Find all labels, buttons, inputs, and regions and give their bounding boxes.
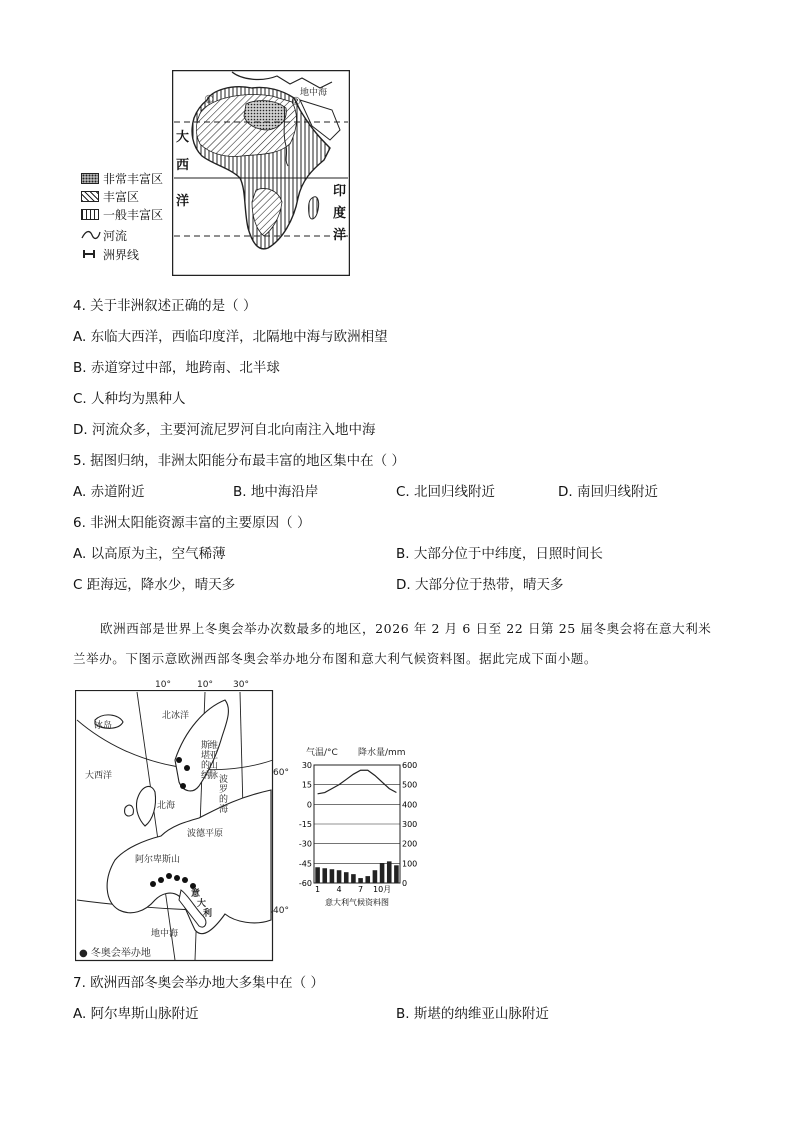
precip-bar [365, 876, 370, 883]
temp-tick-label: 30 [301, 761, 312, 770]
question-7-option-b: B. 斯堪的纳维亚山脉附近 [396, 1006, 549, 1022]
scandinavia-char-7: 山 [209, 761, 219, 771]
precip-bar [358, 878, 363, 883]
question-4-stem: 4. 关于非洲叙述正确的是（ ） [73, 298, 257, 314]
mediterranean-label: 地中海 [300, 88, 328, 98]
question-4-option-d: D. 河流众多，主要河流尼罗河自北向南注入地中海 [73, 422, 376, 438]
baltic-char-2: 罗 [219, 785, 229, 795]
question-7-option-a: A. 阿尔卑斯山脉附近 [73, 1006, 199, 1022]
scandinavia-char-3: 的 [201, 761, 211, 771]
precip-axis-label: 降水量/mm [358, 748, 406, 758]
temp-tick-label: -45 [298, 859, 312, 869]
marker-1: ① [204, 93, 214, 106]
question-6-option-a: A. 以高原为主，空气稀薄 [73, 546, 226, 562]
precip-tick-label: 600 [402, 761, 418, 770]
question-7-stem: 7. 欧洲西部冬奥会举办地大多集中在（ ） [73, 975, 324, 991]
lat-label-40: 40° [273, 906, 289, 916]
indian-label-3: 洋 [333, 228, 347, 243]
question-4-option-a: A. 东临大西洋，西临印度洋，北隔地中海与欧洲相望 [73, 329, 388, 345]
scandinavia-char-1: 斯 [201, 741, 211, 751]
host-city-dot [176, 757, 182, 763]
scandinavia-char-2: 堪 [201, 751, 211, 761]
climate-chart-figure [292, 745, 422, 910]
question-5-option-a: A. 赤道附近 [73, 484, 145, 500]
precip-bar [322, 868, 327, 883]
month-tick-label: 4 [336, 885, 342, 894]
question-6-option-c: C 距海远，降水少，晴天多 [73, 577, 236, 593]
precip-bar [373, 870, 378, 883]
europe-map-figure [75, 680, 289, 962]
legend-item-rich: 丰富区 [81, 188, 139, 204]
atlantic-label-1: 大 [176, 130, 190, 145]
lon-label-10w: 10° [155, 680, 171, 690]
precip-bar [337, 870, 342, 883]
lon-label-10e: 10° [197, 680, 213, 690]
question-4-option-b: B. 赤道穿过中部，地跨南、北半球 [73, 360, 280, 376]
question-6-stem: 6. 非洲太阳能资源丰富的主要原因（ ） [73, 515, 311, 531]
question-5-option-c: C. 北回归线附近 [396, 484, 496, 500]
passage-line-2: 兰举办。下图示意欧洲西部冬奥会举办地分布图和意大利气候资料图。据此完成下面小题。 [73, 651, 598, 666]
temp-axis-label: 气温/°C [306, 748, 338, 758]
passage-line-1: 欧洲西部是世界上冬奥会举办次数最多的地区，2026 年 2 月 6 日至 22 日第 25 届冬奥会将在意大利米 [100, 621, 712, 636]
atlantic-label-2: 西 [176, 158, 190, 173]
host-city-dot [182, 877, 188, 883]
question-4-option-c: C. 人种均为黑种人 [73, 391, 186, 407]
precip-bar [351, 874, 356, 883]
precip-tick-label: 0 [402, 879, 408, 888]
precip-tick-label: 200 [402, 839, 418, 849]
question-6-option-d: D. 大部分位于热带，晴天多 [396, 577, 564, 593]
month-tick-label: 10月 [372, 885, 392, 894]
baltic-char-1: 波 [219, 775, 229, 785]
precip-bar [315, 867, 320, 883]
scandinavia-char-6: 亚 [209, 751, 219, 761]
polish-plain-label: 波德平原 [187, 829, 224, 839]
month-tick-label: 1 [315, 885, 321, 894]
lon-label-30e: 30° [233, 680, 249, 690]
temp-tick-label: -60 [298, 879, 312, 888]
precip-tick-label: 400 [402, 800, 418, 810]
marker-2: ② [291, 95, 301, 108]
host-city-dot [166, 873, 172, 879]
legend-item-general: 一般丰富区 [81, 206, 163, 222]
precip-bar [394, 865, 399, 883]
north-sea-label: 北海 [157, 801, 176, 811]
precip-tick-label: 500 [402, 780, 418, 790]
temp-tick-label: 0 [306, 800, 312, 810]
italy-label-1: 意 [191, 889, 201, 899]
atlantic-label-3: 洋 [176, 194, 190, 209]
river-curve-icon [81, 229, 101, 241]
climate-chart [292, 757, 422, 909]
host-city-dot [184, 765, 190, 771]
host-city-dot [150, 881, 156, 887]
scandinavia-char-4: 纳 [201, 771, 211, 781]
precip-bar [380, 863, 385, 883]
precip-bar [344, 872, 349, 883]
host-city-dot [174, 875, 180, 881]
iceland-label: 冰岛 [94, 721, 113, 731]
indian-label-1: 印 [333, 184, 347, 199]
italy-label-2: 大 [197, 899, 207, 909]
question-6-option-b: B. 大部分位于中纬度，日照时间长 [396, 546, 603, 562]
vertical-hatch-icon [81, 209, 99, 220]
legend-item-very-rich: 非常丰富区 [81, 170, 163, 186]
indian-label-2: 度 [333, 206, 347, 221]
host-city-legend: ● 冬奥会举办地 [79, 948, 151, 959]
arctic-ocean-label: 北冰洋 [162, 711, 190, 721]
atlantic-label: 大西洋 [85, 771, 113, 781]
africa-map [172, 70, 350, 276]
precip-bar [330, 869, 335, 883]
scandinavia-char-8: 脉 [209, 771, 219, 781]
precip-bar [387, 861, 392, 883]
baltic-char-4: 海 [219, 805, 229, 815]
temp-tick-label: 15 [301, 780, 312, 790]
host-city-dot [158, 877, 164, 883]
month-tick-label: 7 [358, 885, 364, 894]
africa-map-legend [81, 170, 181, 266]
question-5-option-d: D. 南回归线附近 [558, 484, 658, 500]
baltic-char-3: 的 [219, 795, 229, 805]
question-5-option-b: B. 地中海沿岸 [233, 484, 319, 500]
alps-label: 阿尔卑斯山 [135, 855, 181, 865]
temp-tick-label: -15 [298, 820, 312, 829]
legend-item-river: 河流 [81, 227, 127, 243]
temp-tick-label: -30 [298, 839, 312, 849]
host-city-dot [180, 783, 186, 789]
mediterranean-label-europe: 地中海 [151, 929, 179, 939]
italy-label-3: 利 [203, 909, 213, 919]
precip-tick-label: 100 [402, 859, 418, 869]
diagonal-hatch-icon [81, 191, 99, 202]
dense-dots-icon [81, 173, 99, 184]
question-5-stem: 5. 据图归纳，非洲太阳能分布最丰富的地区集中在（ ） [73, 453, 405, 469]
legend-item-boundary: 洲界线 [81, 246, 139, 262]
chart-title: 意大利气候资料图 [325, 898, 389, 907]
boundary-line-icon [81, 248, 101, 260]
africa-map-figure [75, 70, 350, 276]
precip-tick-label: 300 [402, 820, 418, 829]
scandinavia-char-5: 维 [209, 741, 219, 751]
lat-label-60: 60° [273, 768, 289, 778]
